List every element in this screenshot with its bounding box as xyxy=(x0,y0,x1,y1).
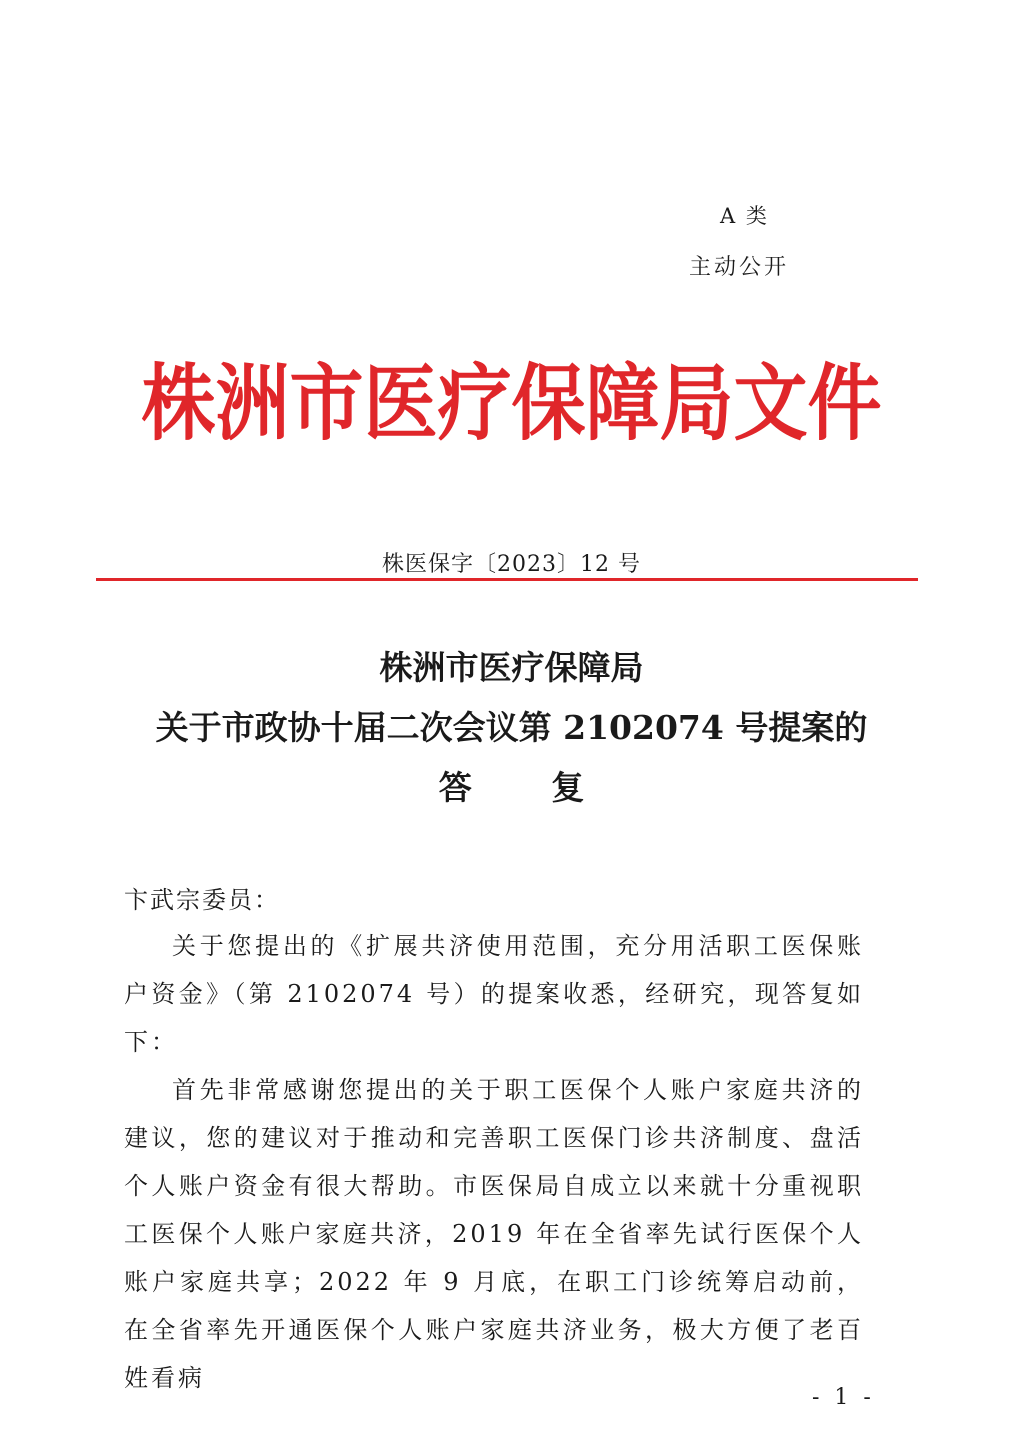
title-line-3: 答 复 xyxy=(438,768,619,807)
disclosure-label: 主动公开 xyxy=(689,255,790,280)
org-letterhead: 株洲市医疗保障局文件 xyxy=(141,355,882,453)
document-number: 株医保字〔2023〕12 号 xyxy=(382,552,641,577)
title-line-1: 株洲市医疗保障局 xyxy=(379,648,644,687)
page-number: - 1 - xyxy=(812,1385,875,1410)
paragraph: 首先非常感谢您提出的关于职工医保个人账户家庭共济的建议，您的建议对于推动和完善职工医保门诊共济制度、盘活个人账户资金有很大帮助。市医保局自成立以来就十分重视职工医保个人账户家庭共济，2019 年在全省率先试行医保个人账户家庭共享；2022 年 9 月底，在职工门诊统筹启动前，在全省率先开通医保个人账户家庭共济业务，极大方便了老百姓看病 xyxy=(124,1076,864,1392)
salutation: 卞武宗委员： xyxy=(124,886,280,914)
title-line-2: 关于市政协十届二次会议第 2102074 号提案的 xyxy=(155,708,868,747)
paragraph: 关于您提出的《扩展共济使用范围，充分用活职工医保账户资金》（第 2102074 号）的提案收悉，经研究，现答复如下： xyxy=(124,932,864,1056)
letterhead-divider xyxy=(96,578,918,581)
classification-label: A 类 xyxy=(720,204,769,228)
body-text xyxy=(124,922,864,1402)
